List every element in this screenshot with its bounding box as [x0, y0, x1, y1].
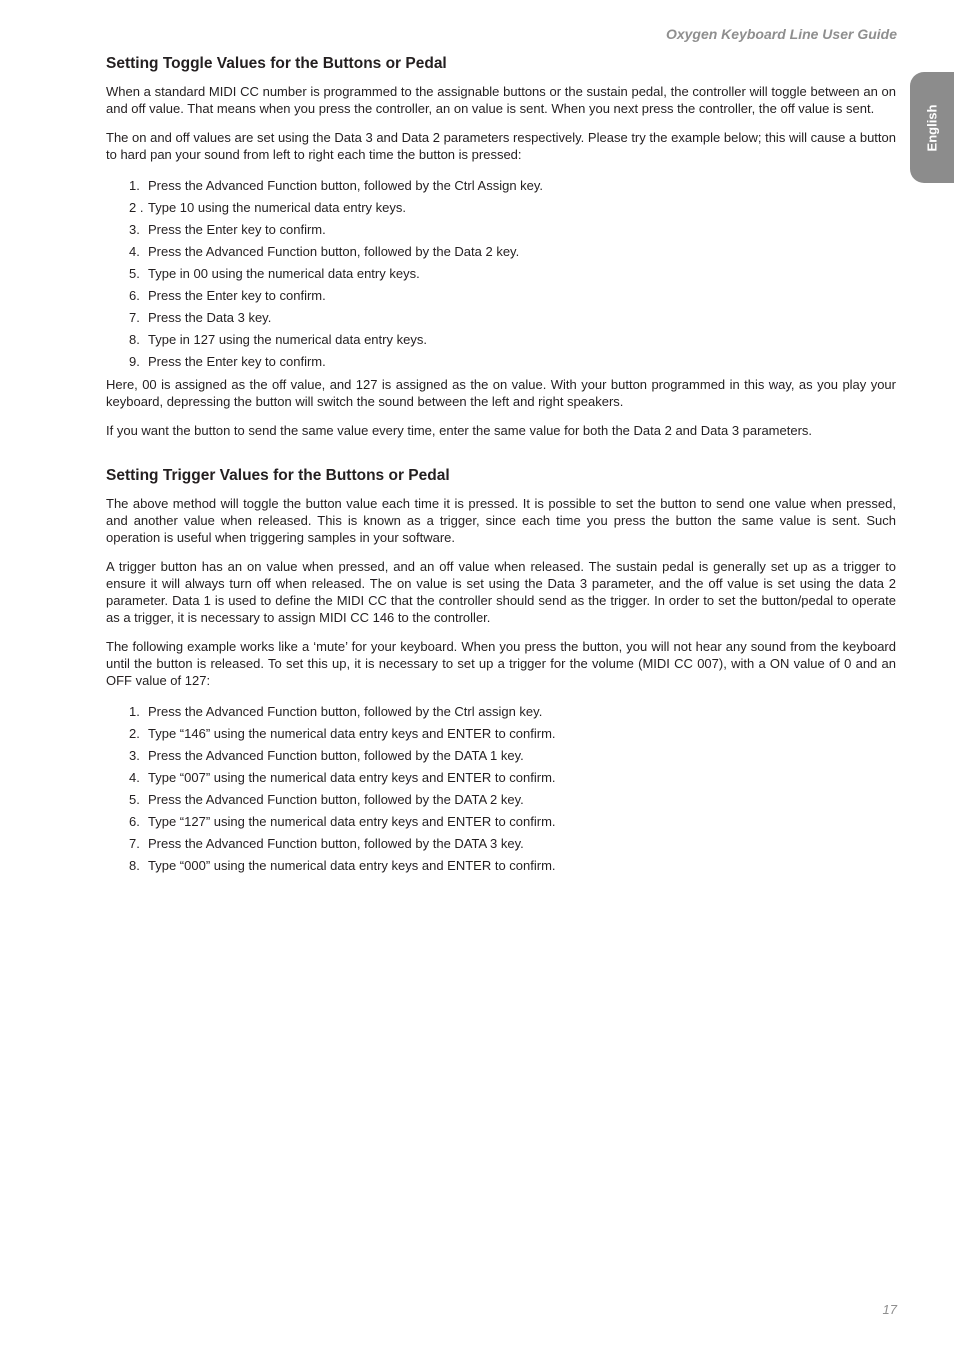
list-item: [129, 219, 896, 241]
step-text: Press the Advanced Function button, followed by the Ctrl Assign key.: [148, 178, 544, 193]
list-item: [129, 329, 896, 351]
step-number: 9.: [129, 354, 140, 369]
list-item: [129, 307, 896, 329]
paragraph: If you want the button to send the same value every time, enter the same value for both the Data 2 and Data 3 parameters.: [106, 423, 813, 438]
step-text: Press the Enter key to confirm.: [148, 222, 326, 237]
step-number: 5.: [129, 266, 140, 281]
section-heading-trigger: Setting Trigger Values for the Buttons or Pedal: [106, 467, 450, 484]
step-text: Type “007” using the numerical data entry keys and ENTER to confirm.: [148, 770, 556, 785]
step-text: Type “000” using the numerical data entry keys and ENTER to confirm.: [148, 858, 556, 873]
list-item: [129, 241, 896, 263]
toggle-steps-list: [106, 175, 896, 373]
list-item: [129, 263, 896, 285]
list-item: [129, 833, 896, 855]
step-text: Type “127” using the numerical data entry keys and ENTER to confirm.: [148, 814, 556, 829]
step-number: 6.: [129, 814, 140, 829]
running-header: Oxygen Keyboard Line User Guide: [665, 26, 897, 42]
list-item: [129, 701, 896, 723]
step-number: 3.: [129, 748, 140, 763]
step-text: Press the Enter key to confirm.: [148, 354, 326, 369]
list-item: [129, 855, 896, 877]
page-number: 17: [882, 1302, 897, 1317]
paragraph: The on and off values are set using the Data 3 and Data 2 parameters respectively. Please try the example below; this will cause a button to hard pan your sound from left to right each time the button is pressed:: [106, 130, 896, 162]
step-number: 4.: [129, 244, 140, 259]
step-number: 7.: [129, 836, 140, 851]
language-tab-label: English: [924, 104, 940, 151]
step-number: 2 .: [129, 200, 144, 215]
paragraph: The above method will toggle the button value each time it is pressed. It is possible to set the button to send one value when pressed, and another value when released. This is known as a trigger, since each time you press the button the same value is sent. Such operation is useful when triggering samples in your software.: [106, 496, 896, 545]
list-item: [129, 197, 896, 219]
step-text: Type “146” using the numerical data entry keys and ENTER to confirm.: [148, 726, 556, 741]
list-item: [129, 811, 896, 833]
step-number: 1.: [129, 704, 140, 719]
paragraph: The following example works like a ‘mute’ for your keyboard. When you press the button, you will not hear any sound from the keyboard until the button is released. To set this up, it is necessary to set up a trigger for the volume (MIDI CC 007), with a ON value of 0 and an OFF value of 127:: [106, 639, 896, 688]
step-text: Type in 127 using the numerical data entry keys.: [148, 332, 427, 347]
step-number: 6.: [129, 288, 140, 303]
step-text: Press the Advanced Function button, followed by the DATA 2 key.: [148, 792, 524, 807]
step-number: 2.: [129, 726, 140, 741]
trigger-steps-list: [106, 701, 896, 877]
step-number: 5.: [129, 792, 140, 807]
list-item: [129, 351, 896, 373]
section-heading-toggle: Setting Toggle Values for the Buttons or Pedal: [106, 55, 447, 72]
page-content: [106, 54, 896, 880]
list-item: [129, 723, 896, 745]
step-text: Press the Advanced Function button, followed by the DATA 3 key.: [148, 836, 524, 851]
paragraph: When a standard MIDI CC number is programmed to the assignable buttons or the sustain pedal, the controller will toggle between an on and off value. That means when you press the controller, an on value is sent. When you next press the controller, the off value is sent.: [106, 84, 896, 116]
list-item: [129, 789, 896, 811]
step-text: Type in 00 using the numerical data entry keys.: [148, 266, 420, 281]
list-item: [129, 175, 896, 197]
language-tab: [910, 72, 954, 183]
step-text: Press the Data 3 key.: [148, 310, 272, 325]
step-text: Press the Advanced Function button, followed by the DATA 1 key.: [148, 748, 524, 763]
step-text: Press the Advanced Function button, followed by the Ctrl assign key.: [148, 704, 543, 719]
step-number: 4.: [129, 770, 140, 785]
step-text: Type 10 using the numerical data entry keys.: [148, 200, 406, 215]
step-number: 8.: [129, 332, 140, 347]
list-item: [129, 745, 896, 767]
step-number: 8.: [129, 858, 140, 873]
paragraph: Here, 00 is assigned as the off value, and 127 is assigned as the on value. With your button programmed in this way, as you play your keyboard, depressing the button will switch the sound between the left and right speakers.: [106, 377, 896, 409]
step-number: 3.: [129, 222, 140, 237]
list-item: [129, 767, 896, 789]
step-text: Press the Advanced Function button, followed by the Data 2 key.: [148, 244, 520, 259]
step-text: Press the Enter key to confirm.: [148, 288, 326, 303]
step-number: 7.: [129, 310, 140, 325]
paragraph: A trigger button has an on value when pressed, and an off value when released. The sustain pedal is generally set up as a trigger to ensure it will always turn off when released. The on value is set using the Data 3 parameter, and the off value is set using the data 2 parameter. Data 1 is used to define the MIDI CC that the controller should send as the trigger. In order to set the button/pedal to operate as a trigger, it is necessary to assign MIDI CC 146 to the controller.: [106, 559, 896, 625]
step-number: 1.: [129, 178, 140, 193]
list-item: [129, 285, 896, 307]
